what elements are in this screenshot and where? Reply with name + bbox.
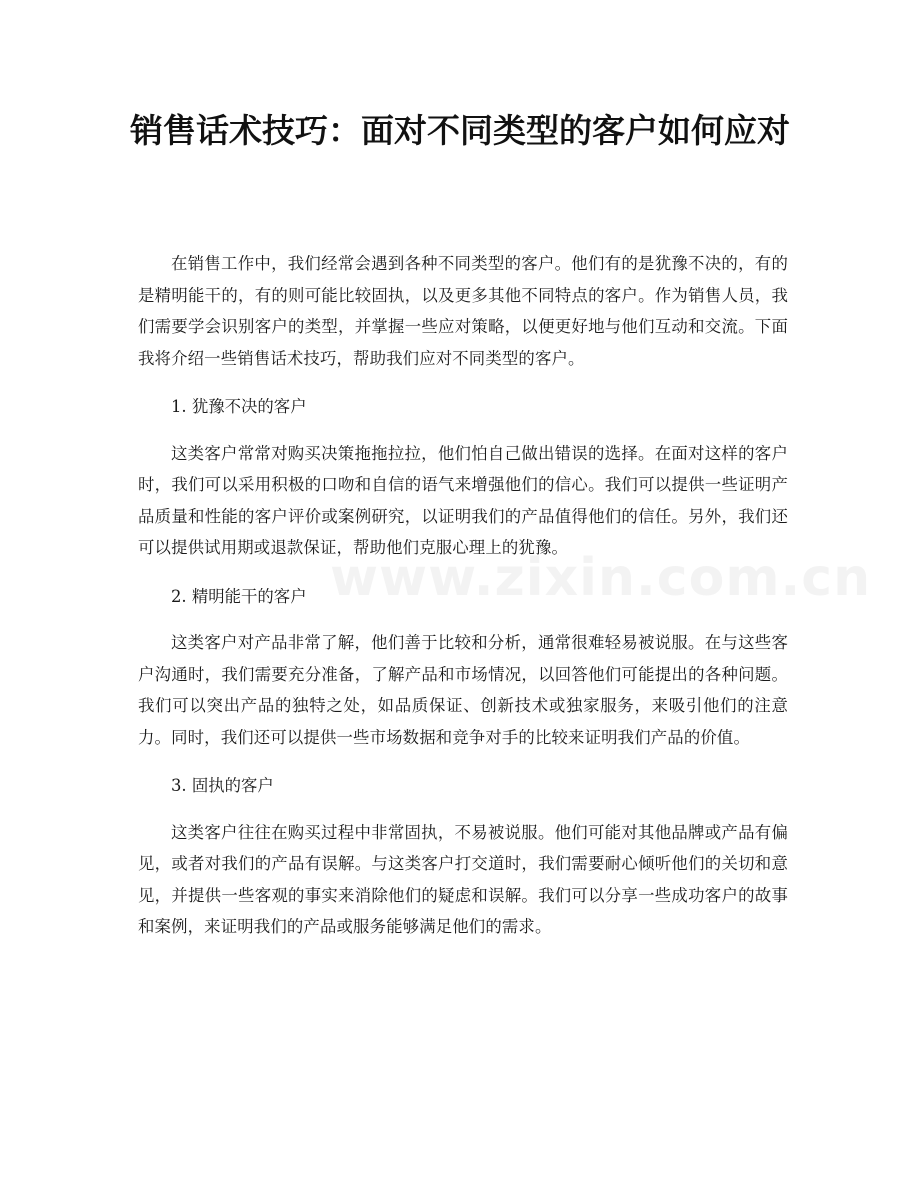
section-heading-1: 1. 犹豫不决的客户 [171, 397, 307, 416]
section-heading-3: 3. 固执的客户 [171, 776, 274, 795]
spacer [138, 753, 788, 770]
document-title: 销售话术技巧：面对不同类型的客户如何应对 [130, 111, 790, 150]
spacer [138, 802, 788, 817]
spacer [138, 423, 788, 438]
section-paragraph-3: 这类客户往往在购买过程中非常固执，不易被说服。他们可能对其他品牌或产品有偏见，或者对我们的产品有误解。与这类客户打交道时，我们需要耐心倾听他们的关切和意见，并提供一些客观的事实来消除他们的疑虑和误解。我们可以分享一些成功客户的故事和案例，来证明我们的产品或服务能够满足他们的需求。 [138, 822, 788, 936]
spacer [138, 612, 788, 627]
intro-paragraph: 在销售工作中，我们经常会遇到各种不同类型的客户。他们有的是犹豫不决的，有的是精明能干的，有的则可能比较固执，以及更多其他不同特点的客户。作为销售人员，我们需要学会识别客户的类型，并掌握一些应对策略，以便更好地与他们互动和交流。下面我将介绍一些销售话术技巧，帮助我们应对不同类型的客户。 [138, 254, 788, 368]
spacer [138, 564, 788, 581]
document-body [138, 248, 872, 943]
section-heading-2: 2. 精明能干的客户 [171, 586, 307, 606]
spacer [138, 374, 788, 391]
watermark: www.zixin.com.cn [330, 548, 872, 608]
section-paragraph-1: 这类客户常常对购买决策拖拖拉拉，他们怕自己做出错误的选择。在面对这样的客户时，我们可以采用积极的口吻和自信的语气来增强他们的信心。我们可以提供一些证明产品质量和性能的客户评价或案例研究，以证明我们的产品值得他们的信任。另外，我们还可以提供试用期或退款保证，帮助他们克服心理上的犹豫。 [138, 443, 788, 557]
section-paragraph-2: 这类客户对产品非常了解，他们善于比较和分析，通常很难轻易被说服。在与这些客户沟通时，我们需要充分准备，了解产品和市场情况，以回答他们可能提出的各种问题。我们可以突出产品的独特之处，如品质保证、创新技术或独家服务，来吸引他们的注意力。同时，我们还可以提供一些市场数据和竞争对手的比较来证明我们产品的价值。 [138, 633, 788, 747]
